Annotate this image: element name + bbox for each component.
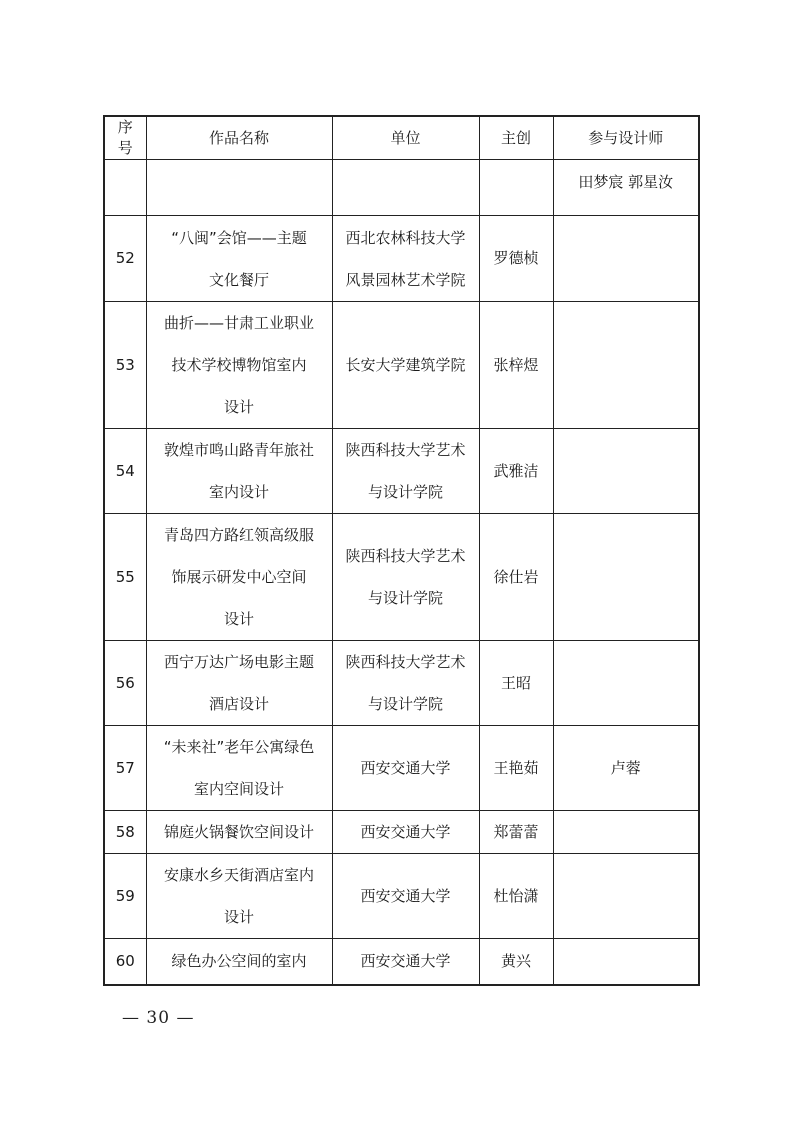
- table-row: [104, 726, 699, 811]
- cell-name: [146, 302, 332, 429]
- cell-lead: [479, 160, 553, 216]
- cell-lead: 罗德桢: [479, 216, 553, 302]
- cell-unit-line: 陕西科技大学艺术: [345, 547, 466, 565]
- cell-unit-line: 长安大学建筑学院: [345, 355, 466, 374]
- cell-lead: 徐仕岩: [479, 514, 553, 641]
- cell-unit-line: 陕西科技大学艺术: [345, 441, 466, 459]
- page-number: — 30 —: [122, 1008, 195, 1028]
- cell-unit-line: 西安交通大学: [360, 758, 451, 777]
- cell-name-line: 绿色办公空间的室内: [171, 951, 307, 970]
- cell-no: 59: [104, 854, 146, 939]
- cell-lead: 王艳茹: [479, 726, 553, 811]
- cell-name-line: “未来社”老年公寓绿色: [163, 738, 315, 756]
- header-unit: 单位: [332, 116, 479, 160]
- cell-name-line: 敦煌市鸣山路青年旅社: [163, 441, 314, 459]
- cell-name-line: 饰展示研发中心空间: [171, 568, 307, 586]
- cell-unit-line: 与设计学院: [367, 589, 443, 607]
- table-header-row: [104, 116, 699, 160]
- cell-no: 58: [104, 811, 146, 854]
- table-row: [104, 811, 699, 854]
- table-row-continuation: [104, 160, 699, 216]
- cell-no: 55: [104, 514, 146, 641]
- cell-lead: 杜怡潇: [479, 854, 553, 939]
- cell-unit-line: 西安交通大学: [360, 822, 451, 841]
- cell-no: 52: [104, 216, 146, 302]
- cell-designers: [553, 939, 699, 985]
- cell-designers: 田梦宸 郭星汝: [553, 160, 699, 216]
- cell-unit-line: 与设计学院: [367, 695, 443, 713]
- cell-name-line: 酒店设计: [208, 695, 269, 713]
- cell-unit: [332, 160, 479, 216]
- cell-name: [146, 160, 332, 216]
- cell-name-line: 锦庭火锅餐饮空间设计: [163, 822, 314, 841]
- cell-name-line: 青岛四方路红领高级服: [163, 526, 314, 544]
- cell-designers: [553, 216, 699, 302]
- cell-unit: [332, 429, 479, 514]
- table-row: [104, 641, 699, 726]
- cell-unit: [332, 811, 479, 854]
- cell-name-line: 设计: [223, 398, 254, 416]
- cell-unit: [332, 302, 479, 429]
- cell-designers: [553, 514, 699, 641]
- cell-unit: [332, 854, 479, 939]
- header-work-name: 作品名称: [146, 116, 332, 160]
- table-row: [104, 939, 699, 985]
- cell-name: [146, 726, 332, 811]
- cell-name: [146, 514, 332, 641]
- cell-designers: [553, 641, 699, 726]
- cell-name: [146, 811, 332, 854]
- cell-unit-line: 风景园林艺术学院: [345, 270, 466, 289]
- cell-lead: 武雅洁: [479, 429, 553, 514]
- cell-lead: 郑蕾蕾: [479, 811, 553, 854]
- cell-name-line: 西宁万达广场电影主题: [163, 653, 314, 671]
- cell-designers: [553, 811, 699, 854]
- cell-designers: [553, 854, 699, 939]
- cell-lead: 黄兴: [479, 939, 553, 985]
- cell-no: 60: [104, 939, 146, 985]
- cell-designers: [553, 302, 699, 429]
- cell-name-line: 文化餐厅: [208, 270, 269, 289]
- cell-unit: [332, 514, 479, 641]
- cell-name-line: 室内空间设计: [193, 780, 284, 798]
- cell-name-line: 设计: [223, 610, 254, 628]
- table-row: [104, 302, 699, 429]
- table-row: [104, 216, 699, 302]
- cell-unit-line: 西北农林科技大学: [345, 228, 466, 247]
- table-row: [104, 854, 699, 939]
- cell-name: [146, 641, 332, 726]
- cell-name-line: 室内设计: [208, 483, 269, 501]
- cell-no: [104, 160, 146, 216]
- cell-no: 53: [104, 302, 146, 429]
- works-table: [103, 115, 700, 986]
- cell-lead: 张梓煜: [479, 302, 553, 429]
- cell-unit-line: 陕西科技大学艺术: [345, 653, 466, 671]
- cell-name: [146, 216, 332, 302]
- cell-name-line: 安康水乡天街酒店室内: [163, 866, 314, 884]
- header-lead-designer: 主创: [479, 116, 553, 160]
- cell-name-line: “八闽”会馆——主题: [171, 228, 307, 247]
- cell-name: [146, 854, 332, 939]
- cell-name-line: 设计: [223, 908, 254, 926]
- cell-unit: [332, 726, 479, 811]
- cell-no: 56: [104, 641, 146, 726]
- cell-unit: [332, 641, 479, 726]
- table-row: [104, 514, 699, 641]
- cell-name: [146, 939, 332, 985]
- cell-unit-line: 西安交通大学: [360, 886, 451, 905]
- header-serial-number: 序 号: [104, 116, 146, 160]
- cell-unit-line: 西安交通大学: [360, 951, 451, 970]
- cell-name-line: 曲折——甘肃工业职业: [163, 314, 314, 332]
- header-participating-designers: 参与设计师: [553, 116, 699, 160]
- cell-no: 54: [104, 429, 146, 514]
- table-row: [104, 429, 699, 514]
- cell-designers: [553, 429, 699, 514]
- cell-designers: 卢蓉: [553, 726, 699, 811]
- cell-no: 57: [104, 726, 146, 811]
- cell-name: [146, 429, 332, 514]
- cell-unit-line: 与设计学院: [367, 483, 443, 501]
- cell-unit: [332, 939, 479, 985]
- cell-lead: 王昭: [479, 641, 553, 726]
- cell-unit: [332, 216, 479, 302]
- cell-name-line: 技术学校博物馆室内: [171, 356, 307, 374]
